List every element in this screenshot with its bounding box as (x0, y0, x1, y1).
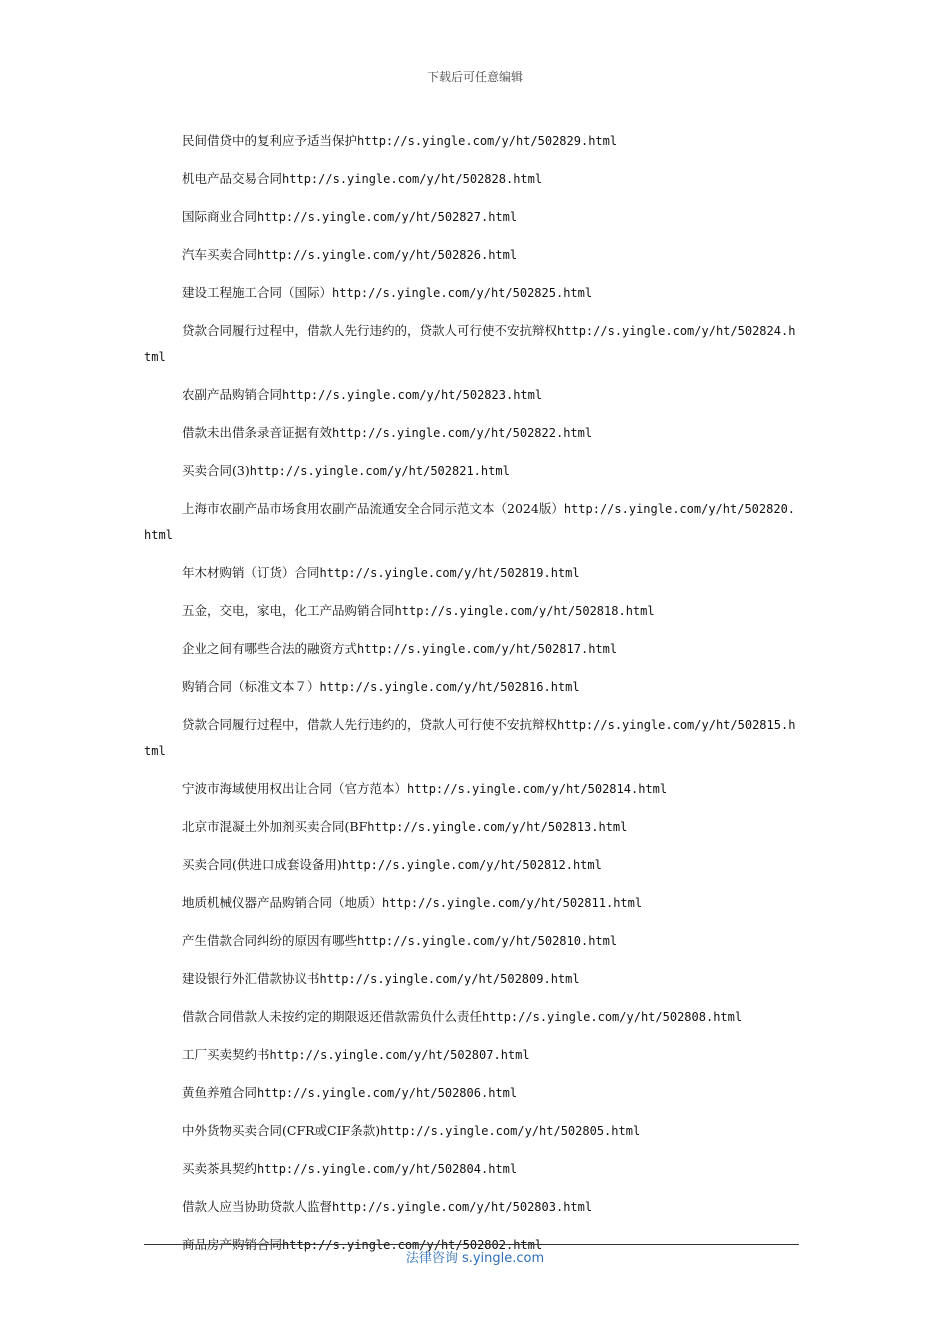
entry-url[interactable]: http://s.yingle.com/y/ht/502803.html (332, 1200, 593, 1214)
list-item (144, 128, 799, 154)
list-item (144, 852, 799, 878)
entry-title: 农副产品购销合同 (182, 387, 283, 402)
entry-title: 上海市农副产品市场食用农副产品流通安全合同示范文本（2024版） (182, 501, 564, 516)
list-item (144, 598, 799, 624)
list-item (144, 712, 799, 764)
entry-title: 工厂买卖契约书 (182, 1047, 270, 1062)
entry-url[interactable]: http://s.yingle.com/y/ht/502816.html (319, 680, 580, 694)
list-item (144, 1042, 799, 1068)
list-item (144, 166, 799, 192)
list-item (144, 420, 799, 446)
entry-title: 买卖合同(3) (182, 463, 250, 478)
entry-url[interactable]: http://s.yingle.com/y/ht/502812.html (341, 858, 602, 872)
entry-url[interactable]: http://s.yingle.com/y/ht/502811.html (382, 896, 643, 910)
entry-url[interactable]: http://s.yingle.com/y/ht/502821.html (249, 464, 510, 478)
entry-title: 贷款合同履行过程中，借款人先行违约的，贷款人可行使不安抗辩权 (182, 323, 558, 338)
entry-url[interactable]: http://s.yingle.com/y/ht/502829.html (357, 134, 618, 148)
entry-title: 借款未出借条录音证据有效 (182, 425, 333, 440)
entry-url[interactable]: http://s.yingle.com/y/ht/502815.html (144, 718, 796, 758)
entry-url[interactable]: http://s.yingle.com/y/ht/502813.html (367, 820, 628, 834)
entry-url[interactable]: http://s.yingle.com/y/ht/502802.html (282, 1238, 543, 1252)
entry-title: 汽车买卖合同 (182, 247, 258, 262)
list-item (144, 204, 799, 230)
entry-title: 宁波市海域使用权出让合同（官方范本） (182, 781, 408, 796)
entry-title: 商品房产购销合同 (182, 1237, 283, 1252)
entry-title: 地质机械仪器产品购销合同（地质） (182, 895, 383, 910)
entry-url[interactable]: http://s.yingle.com/y/ht/502820.html (144, 502, 796, 542)
list-item (144, 280, 799, 306)
list-item (144, 242, 799, 268)
entry-url[interactable]: http://s.yingle.com/y/ht/502804.html (257, 1162, 518, 1176)
document-body (144, 128, 799, 1270)
list-item (144, 928, 799, 954)
list-item (144, 966, 799, 992)
entry-url[interactable]: http://s.yingle.com/y/ht/502807.html (269, 1048, 530, 1062)
entry-url[interactable]: http://s.yingle.com/y/ht/502805.html (380, 1124, 641, 1138)
entry-title: 民间借贷中的复利应予适当保护 (182, 133, 358, 148)
entry-title: 中外货物买卖合同(CFR或CIF条款) (182, 1123, 381, 1138)
list-item (144, 814, 799, 840)
entry-title: 机电产品交易合同 (182, 171, 283, 186)
list-item (144, 776, 799, 802)
entry-title: 北京市混凝土外加剂买卖合同(BF (182, 819, 368, 834)
entry-url[interactable]: http://s.yingle.com/y/ht/502825.html (332, 286, 593, 300)
list-item (144, 1080, 799, 1106)
entry-title: 建设银行外汇借款协议书 (182, 971, 320, 986)
entry-title: 黄鱼养殖合同 (182, 1085, 258, 1100)
list-item (144, 1118, 799, 1144)
footer-divider (144, 1244, 799, 1245)
entry-url[interactable]: http://s.yingle.com/y/ht/502819.html (319, 566, 580, 580)
entry-url[interactable]: http://s.yingle.com/y/ht/502826.html (257, 248, 518, 262)
entry-title: 建设工程施工合同（国际） (182, 285, 333, 300)
list-item (144, 1004, 799, 1030)
entry-url[interactable]: http://s.yingle.com/y/ht/502818.html (394, 604, 655, 618)
entry-url[interactable]: http://s.yingle.com/y/ht/502822.html (332, 426, 593, 440)
footer-link[interactable]: 法律咨询 s.yingle.com (405, 1251, 545, 1266)
entry-url[interactable]: http://s.yingle.com/y/ht/502808.html (482, 1010, 743, 1024)
entry-url[interactable]: http://s.yingle.com/y/ht/502828.html (282, 172, 543, 186)
entry-url[interactable]: http://s.yingle.com/y/ht/502810.html (357, 934, 618, 948)
list-item (144, 674, 799, 700)
entry-title: 五金，交电，家电，化工产品购销合同 (182, 603, 395, 618)
entry-title: 借款合同借款人未按约定的期限返还借款需负什么责任 (182, 1009, 483, 1024)
list-item (144, 636, 799, 662)
entry-title: 买卖茶具契约 (182, 1161, 258, 1176)
entry-url[interactable]: http://s.yingle.com/y/ht/502809.html (319, 972, 580, 986)
entry-title: 企业之间有哪些合法的融资方式 (182, 641, 358, 656)
entry-title: 国际商业合同 (182, 209, 258, 224)
entry-url[interactable]: http://s.yingle.com/y/ht/502814.html (407, 782, 668, 796)
header-note: 下载后可任意编辑 (426, 70, 523, 84)
list-item (144, 382, 799, 408)
entry-url[interactable]: http://s.yingle.com/y/ht/502824.html (144, 324, 796, 364)
entry-url[interactable]: http://s.yingle.com/y/ht/502817.html (357, 642, 618, 656)
entry-title: 年木材购销（订货）合同 (182, 565, 320, 580)
entry-url[interactable]: http://s.yingle.com/y/ht/502823.html (282, 388, 543, 402)
list-item (144, 1194, 799, 1220)
list-item (144, 1156, 799, 1182)
entry-title: 买卖合同(供进口成套设备用) (182, 857, 342, 872)
entry-url[interactable]: http://s.yingle.com/y/ht/502806.html (257, 1086, 518, 1100)
list-item (144, 890, 799, 916)
entry-title: 购销合同（标准文本７） (182, 679, 320, 694)
entry-title: 借款人应当协助贷款人监督 (182, 1199, 333, 1214)
entry-title: 贷款合同履行过程中，借款人先行违约的，贷款人可行使不安抗辩权 (182, 717, 558, 732)
entry-title: 产生借款合同纠纷的原因有哪些 (182, 933, 358, 948)
list-item (144, 458, 799, 484)
entry-url[interactable]: http://s.yingle.com/y/ht/502827.html (257, 210, 518, 224)
list-item (144, 318, 799, 370)
list-item (144, 560, 799, 586)
list-item (144, 496, 799, 548)
